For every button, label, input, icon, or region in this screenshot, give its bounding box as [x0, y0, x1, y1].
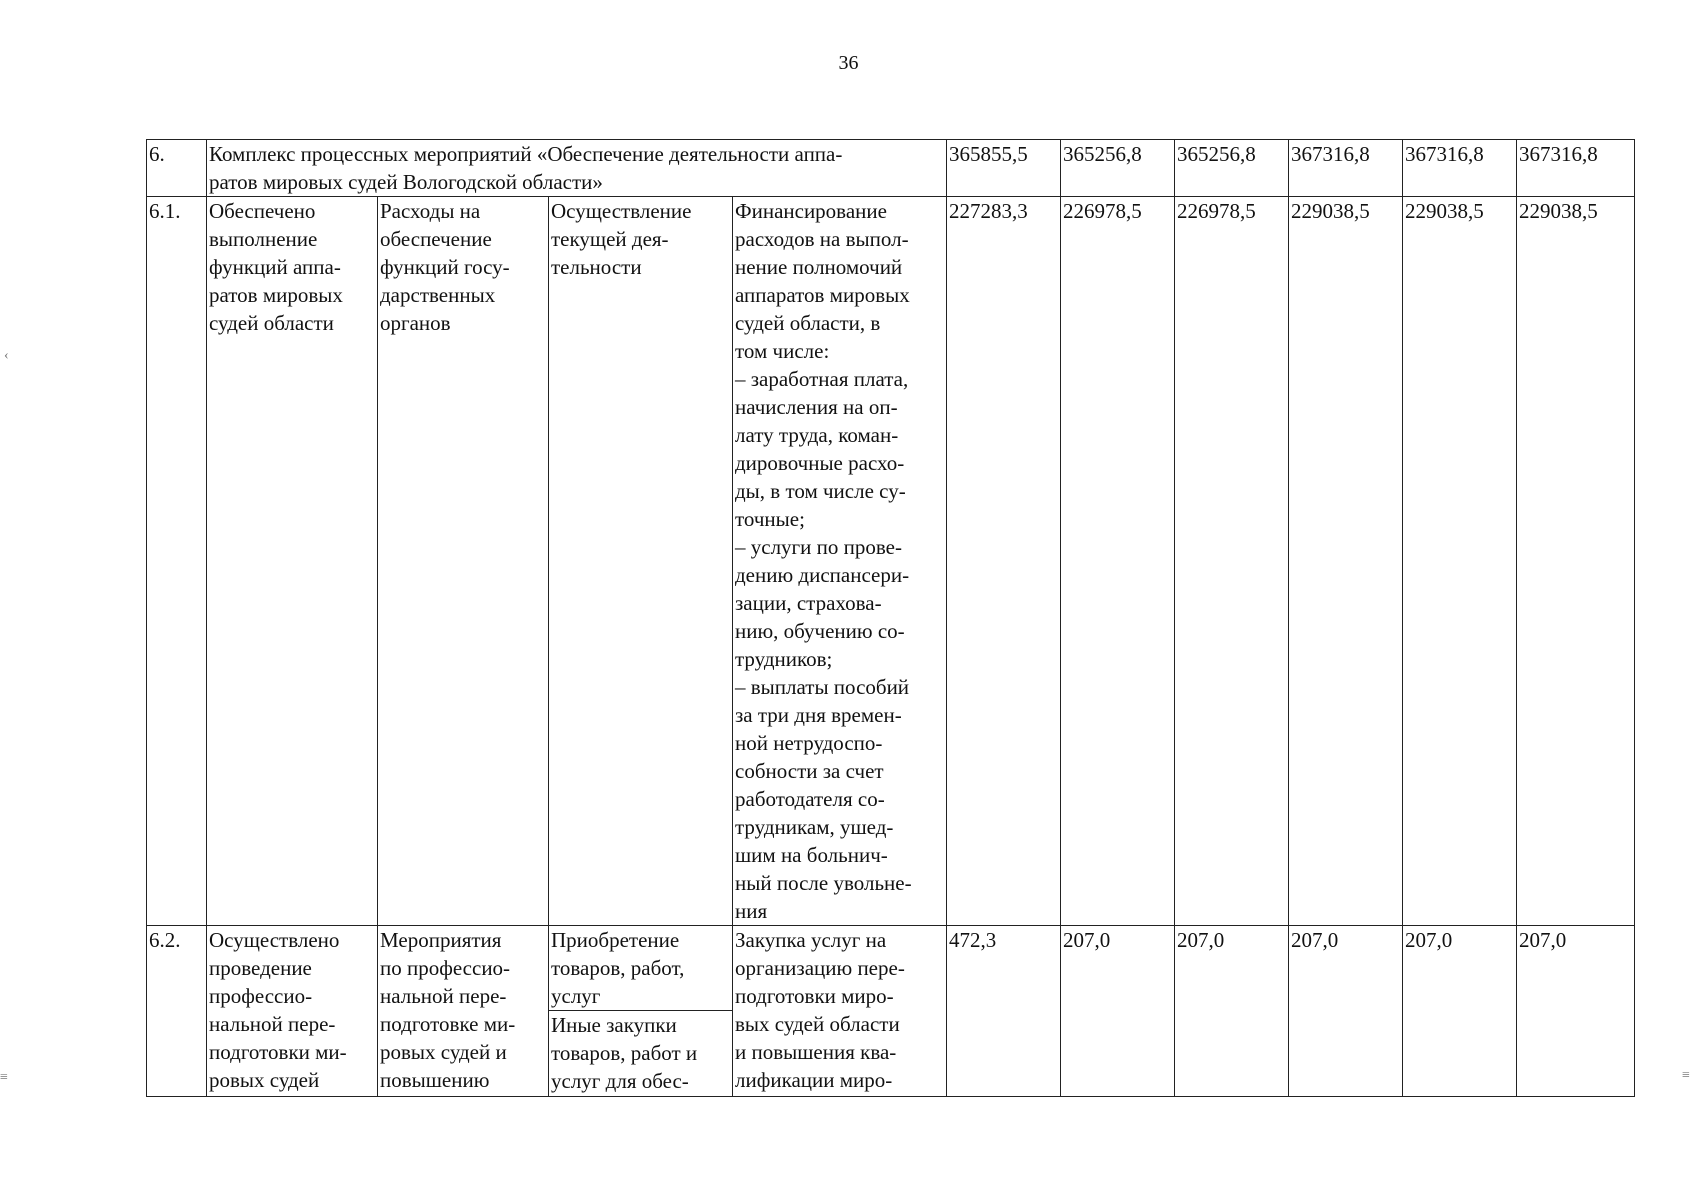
budget-table [146, 139, 1635, 1097]
row-number: 6. [147, 140, 207, 197]
value-cell: 207,0 [1289, 926, 1403, 1097]
row-number: 6.1. [147, 197, 207, 926]
description-cell: Финансирование расходов на выпол- нение полномочий аппаратов мировых судей области, в том числе: – заработная плата, начисления на оп- лату труда, коман- дировочные расхо- ды, в том числе су- точные; – услуги по прове- дению диспансери- зации, страхова- нию, обучению со- трудников; – выплаты пособий за три дня времен- ной нетрудоспо- собности за счет работодателя со- трудникам, ушед- шим на больнич- ный после увольне- ния [733, 197, 947, 926]
page-number: 36 [838, 52, 859, 74]
scan-margin-mark: ‹ [4, 348, 9, 363]
value-cell: 365256,8 [1175, 140, 1289, 197]
value-cell: 207,0 [1517, 926, 1635, 1097]
value-cell: 229038,5 [1517, 197, 1635, 926]
type-subcell: Иные закупки товаров, работ и услуг для обес- [551, 1013, 698, 1093]
table-row [147, 140, 1635, 197]
value-cell: 226978,5 [1061, 197, 1175, 926]
value-cell: 367316,8 [1517, 140, 1635, 197]
value-cell: 207,0 [1061, 926, 1175, 1097]
event-cell: Расходы на обеспечение функций госу- дарственных органов [378, 197, 549, 926]
complex-title: Комплекс процессных мероприятий «Обеспечение деятельности аппа- ратов мировых судей Вологодской области» [207, 140, 947, 197]
type-cell: Осуществление текущей дея- тельности [549, 197, 733, 926]
scan-margin-mark: ≡ [0, 1070, 8, 1085]
event-cell: Мероприятия по профессио- нальной пере- подготовке ми- ровых судей и повышению [378, 926, 549, 1097]
value-cell: 367316,8 [1289, 140, 1403, 197]
table-row [147, 197, 1635, 926]
table-row [147, 926, 1635, 1097]
result-cell: Обеспечено выполнение функций аппа- ратов мировых судей области [207, 197, 378, 926]
value-cell: 229038,5 [1403, 197, 1517, 926]
value-cell: 207,0 [1175, 926, 1289, 1097]
description-cell: Закупка услуг на организацию пере- подготовки миро- вых судей области и повышения ква- лификации миро- [733, 926, 947, 1097]
result-cell: Осуществлено проведение профессио- нальной пере- подготовки ми- ровых судей [207, 926, 378, 1097]
value-cell: 229038,5 [1289, 197, 1403, 926]
type-subcell: Приобретение товаров, работ, услуг [549, 926, 732, 1011]
scan-margin-mark: ≡ [1682, 1068, 1690, 1083]
value-cell: 227283,3 [947, 197, 1061, 926]
value-cell: 207,0 [1403, 926, 1517, 1097]
value-cell: 226978,5 [1175, 197, 1289, 926]
value-cell: 365855,5 [947, 140, 1061, 197]
value-cell: 367316,8 [1403, 140, 1517, 197]
type-cell [549, 926, 733, 1097]
value-cell: 365256,8 [1061, 140, 1175, 197]
row-number: 6.2. [147, 926, 207, 1097]
value-cell: 472,3 [947, 926, 1061, 1097]
